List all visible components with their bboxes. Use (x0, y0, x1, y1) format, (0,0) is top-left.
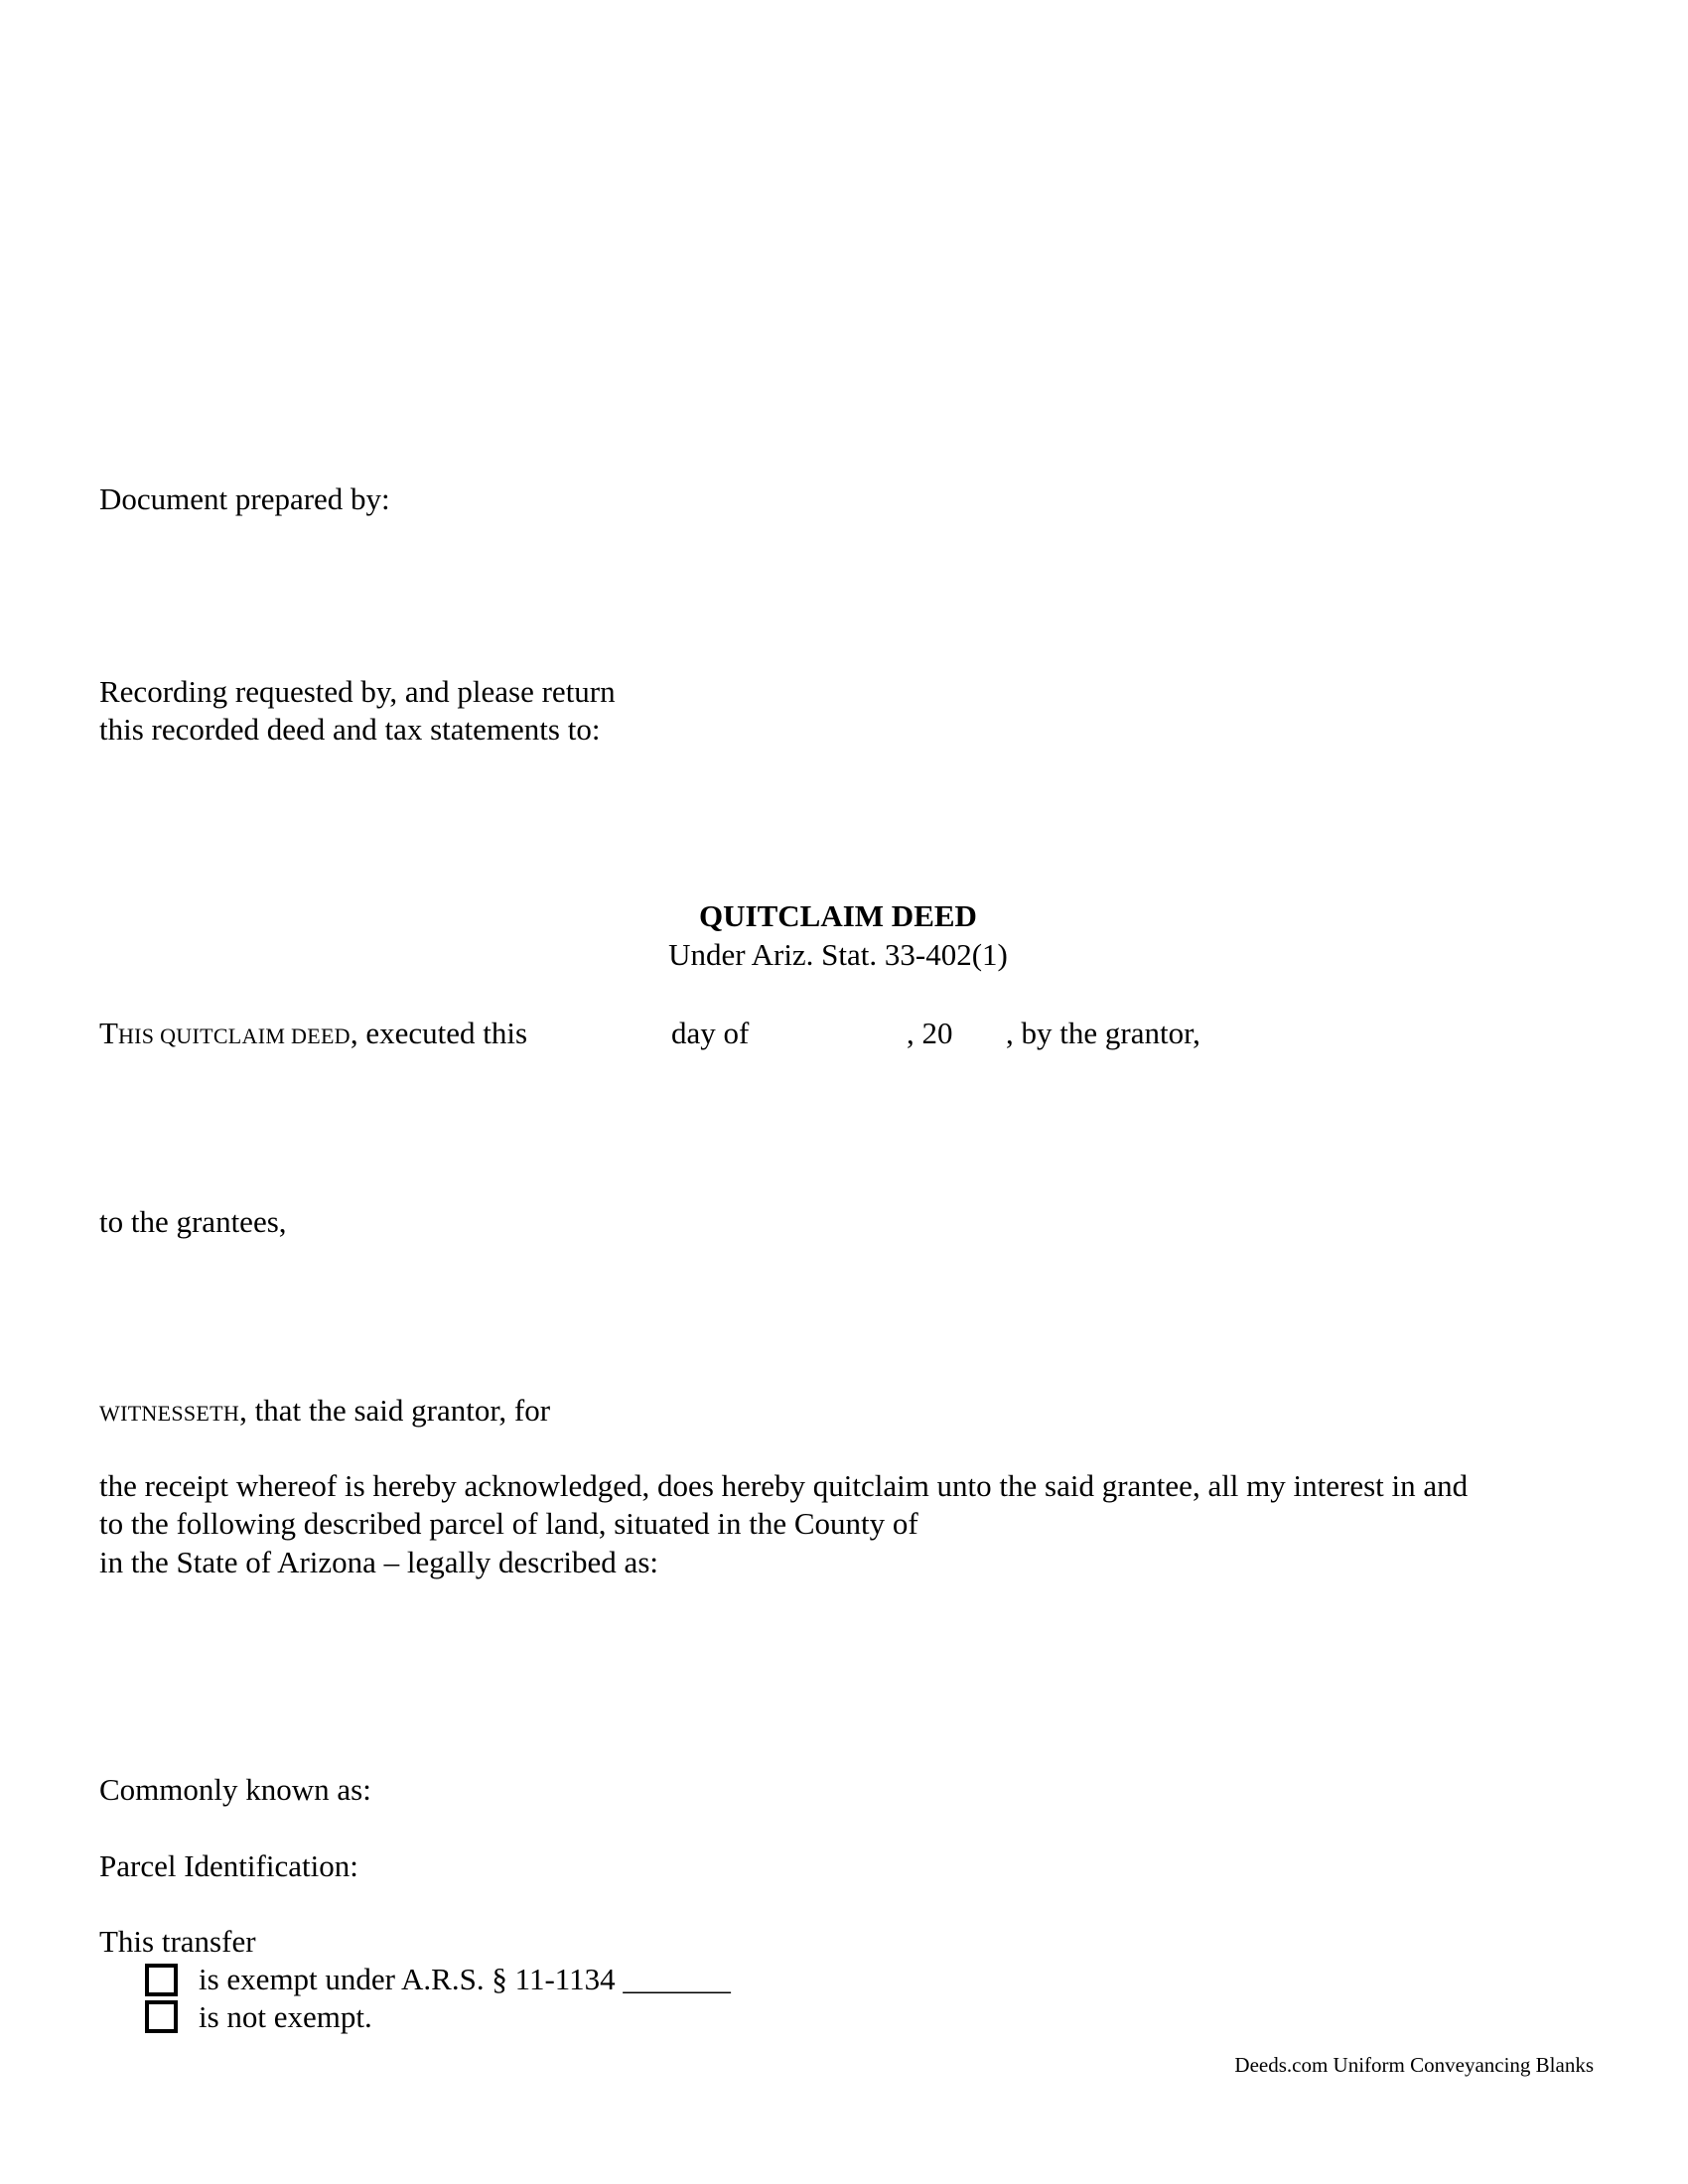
exempt-checkbox[interactable] (145, 1964, 178, 1996)
witnesseth-clause (99, 1392, 550, 1433)
document-title: QUITCLAIM DEED (699, 898, 977, 933)
intro-by-grantor: , by the grantor, (1006, 1016, 1200, 1050)
witnesseth-smallcaps: WITNESSETH (99, 1401, 240, 1426)
parcel-id-label: Parcel Identification: (99, 1848, 358, 1883)
intro-executed: , executed this (350, 1016, 528, 1050)
witnesseth-rest: , that the said grantor, for (239, 1393, 551, 1428)
receipt-line-2: to the following described parcel of land, situated in the County of (99, 1506, 918, 1541)
to-grantees: to the grantees, (99, 1204, 287, 1239)
recording-line-2: this recorded deed and tax statements to: (99, 712, 601, 747)
intro-year: , 20 (907, 1016, 953, 1050)
transfer-label: This transfer (99, 1924, 256, 1959)
footer-text: Deeds.com Uniform Conveyancing Blanks (1234, 2053, 1594, 2077)
intro-day-of: day of (671, 1016, 750, 1050)
intro-initial: T (99, 1016, 118, 1050)
document-subtitle: Under Ariz. Stat. 33-402(1) (668, 937, 1008, 972)
not-exempt-checkbox[interactable] (145, 2000, 178, 2033)
not-exempt-option-label: is not exempt. (199, 1999, 372, 2034)
intro-smallcaps: HIS QUITCLAIM DEED (117, 1024, 351, 1048)
receipt-line-1: the receipt whereof is hereby acknowledged, does hereby quitclaim unto the said grantee, all my interest in and (99, 1468, 1469, 1503)
receipt-line-3: in the State of Arizona – legally described as: (99, 1545, 658, 1579)
commonly-known-label: Commonly known as: (99, 1772, 371, 1807)
exempt-option-label: is exempt under A.R.S. § 11-1134 _______ (199, 1962, 731, 1996)
recording-line-1: Recording requested by, and please return (99, 674, 616, 709)
prepared-by-label: Document prepared by: (99, 481, 390, 516)
intro-clause (99, 1015, 527, 1055)
